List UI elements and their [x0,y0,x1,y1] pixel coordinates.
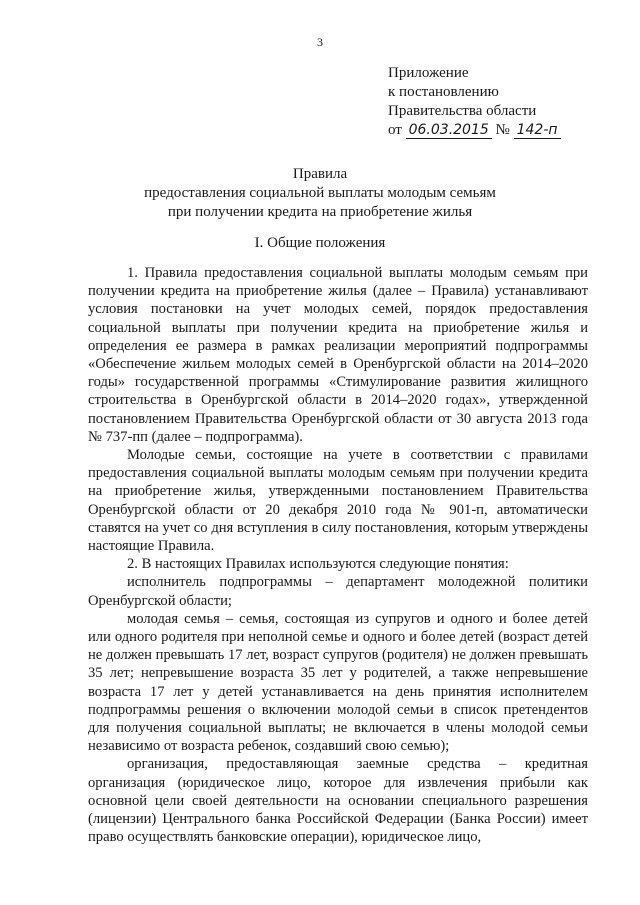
paragraph: организация, предоставляющая заемные средства – кредитная организация (юридическое лицо, которое для извлечения прибыли как основной цели своей деятельности на основании специального разрешения (лицензии) Центрального банка Российской Федерации (Банка России) имеет право осуществлять банковские операции), юридическое лицо, [88,756,588,846]
paragraph: молодая семья – семья, состоящая из супругов и одного и более детей или одного родителя при неполной семье и одного и более детей (возраст детей не должен превышать 17 лет, возраст супругов (родителя) не должен превышать 35 лет; непревышение возраста 35 лет у родителей, а также непревышение возраста 17 лет у детей устанавливается на день принятия исполнителем подпрограммы решения о включении молодой семьи в список претендентов для получения социальной выплаты; не включается в члены молодой семьи независимо от возраста ребенок, создавший свою семью); [88,610,588,755]
appendix-line-3: Правительства области [388,103,537,119]
appendix-line-1: Приложение [388,65,469,81]
paragraph: исполнитель подпрограммы – департамент молодежной политики Оренбургской области; [88,574,588,609]
section-heading: I. Общие положения [254,235,386,251]
title-line-3: при получении кредита на приобретение жилья [167,204,473,220]
paragraph: 1. Правила предоставления социальной выплаты молодым семьям при получении кредита на приобретение жилья (далее – Правила) устанавливают условия постановки на учет молодых семей, порядок предоставления социальной выплаты при получении кредита на приобретение жилья и определения ее размера в рамках реализации мероприятий подпрограммы «Обеспечение жильем молодых семей в Оренбургской области на 2014–2020 годы» государственной программы «Стимулирование развития жилищного строительства в Оренбургской области в 2014–2020 годах», утвержденной постановлением Правительства Оренбургской области от 30 августа 2013 года № 737-пп (далее – подпрограмма). [88,265,588,445]
page-number: 3 [317,35,323,49]
title-line-2: предоставления социальной выплаты молодым семьям [144,185,496,201]
document-title [0,165,640,222]
paragraph: Молодые семьи, состоящие на учете в соответствии с правилами предоставления социальной выплаты молодым семьям при получении кредита на приобретение жилья, утвержденными постановлением Правительства Оренбургской области от 20 декабря 2010 года № 901-п, автоматически ставятся на учет со дня вступления в силу постановления, которым утверждены настоящие Правила. [88,447,588,555]
number-prefix: № [495,122,510,138]
handwritten-number: 142-п [514,122,561,139]
title-line-1: Правила [292,166,348,182]
appendix-block [388,64,561,140]
date-prefix: от [388,122,402,138]
document-body [88,264,588,847]
appendix-date-line [388,121,561,140]
handwritten-date: 06.03.2015 [406,122,492,139]
paragraph: 2. В настоящих Правилах используются следующие понятия: [127,556,509,573]
appendix-line-2: к постановлению [388,84,499,100]
